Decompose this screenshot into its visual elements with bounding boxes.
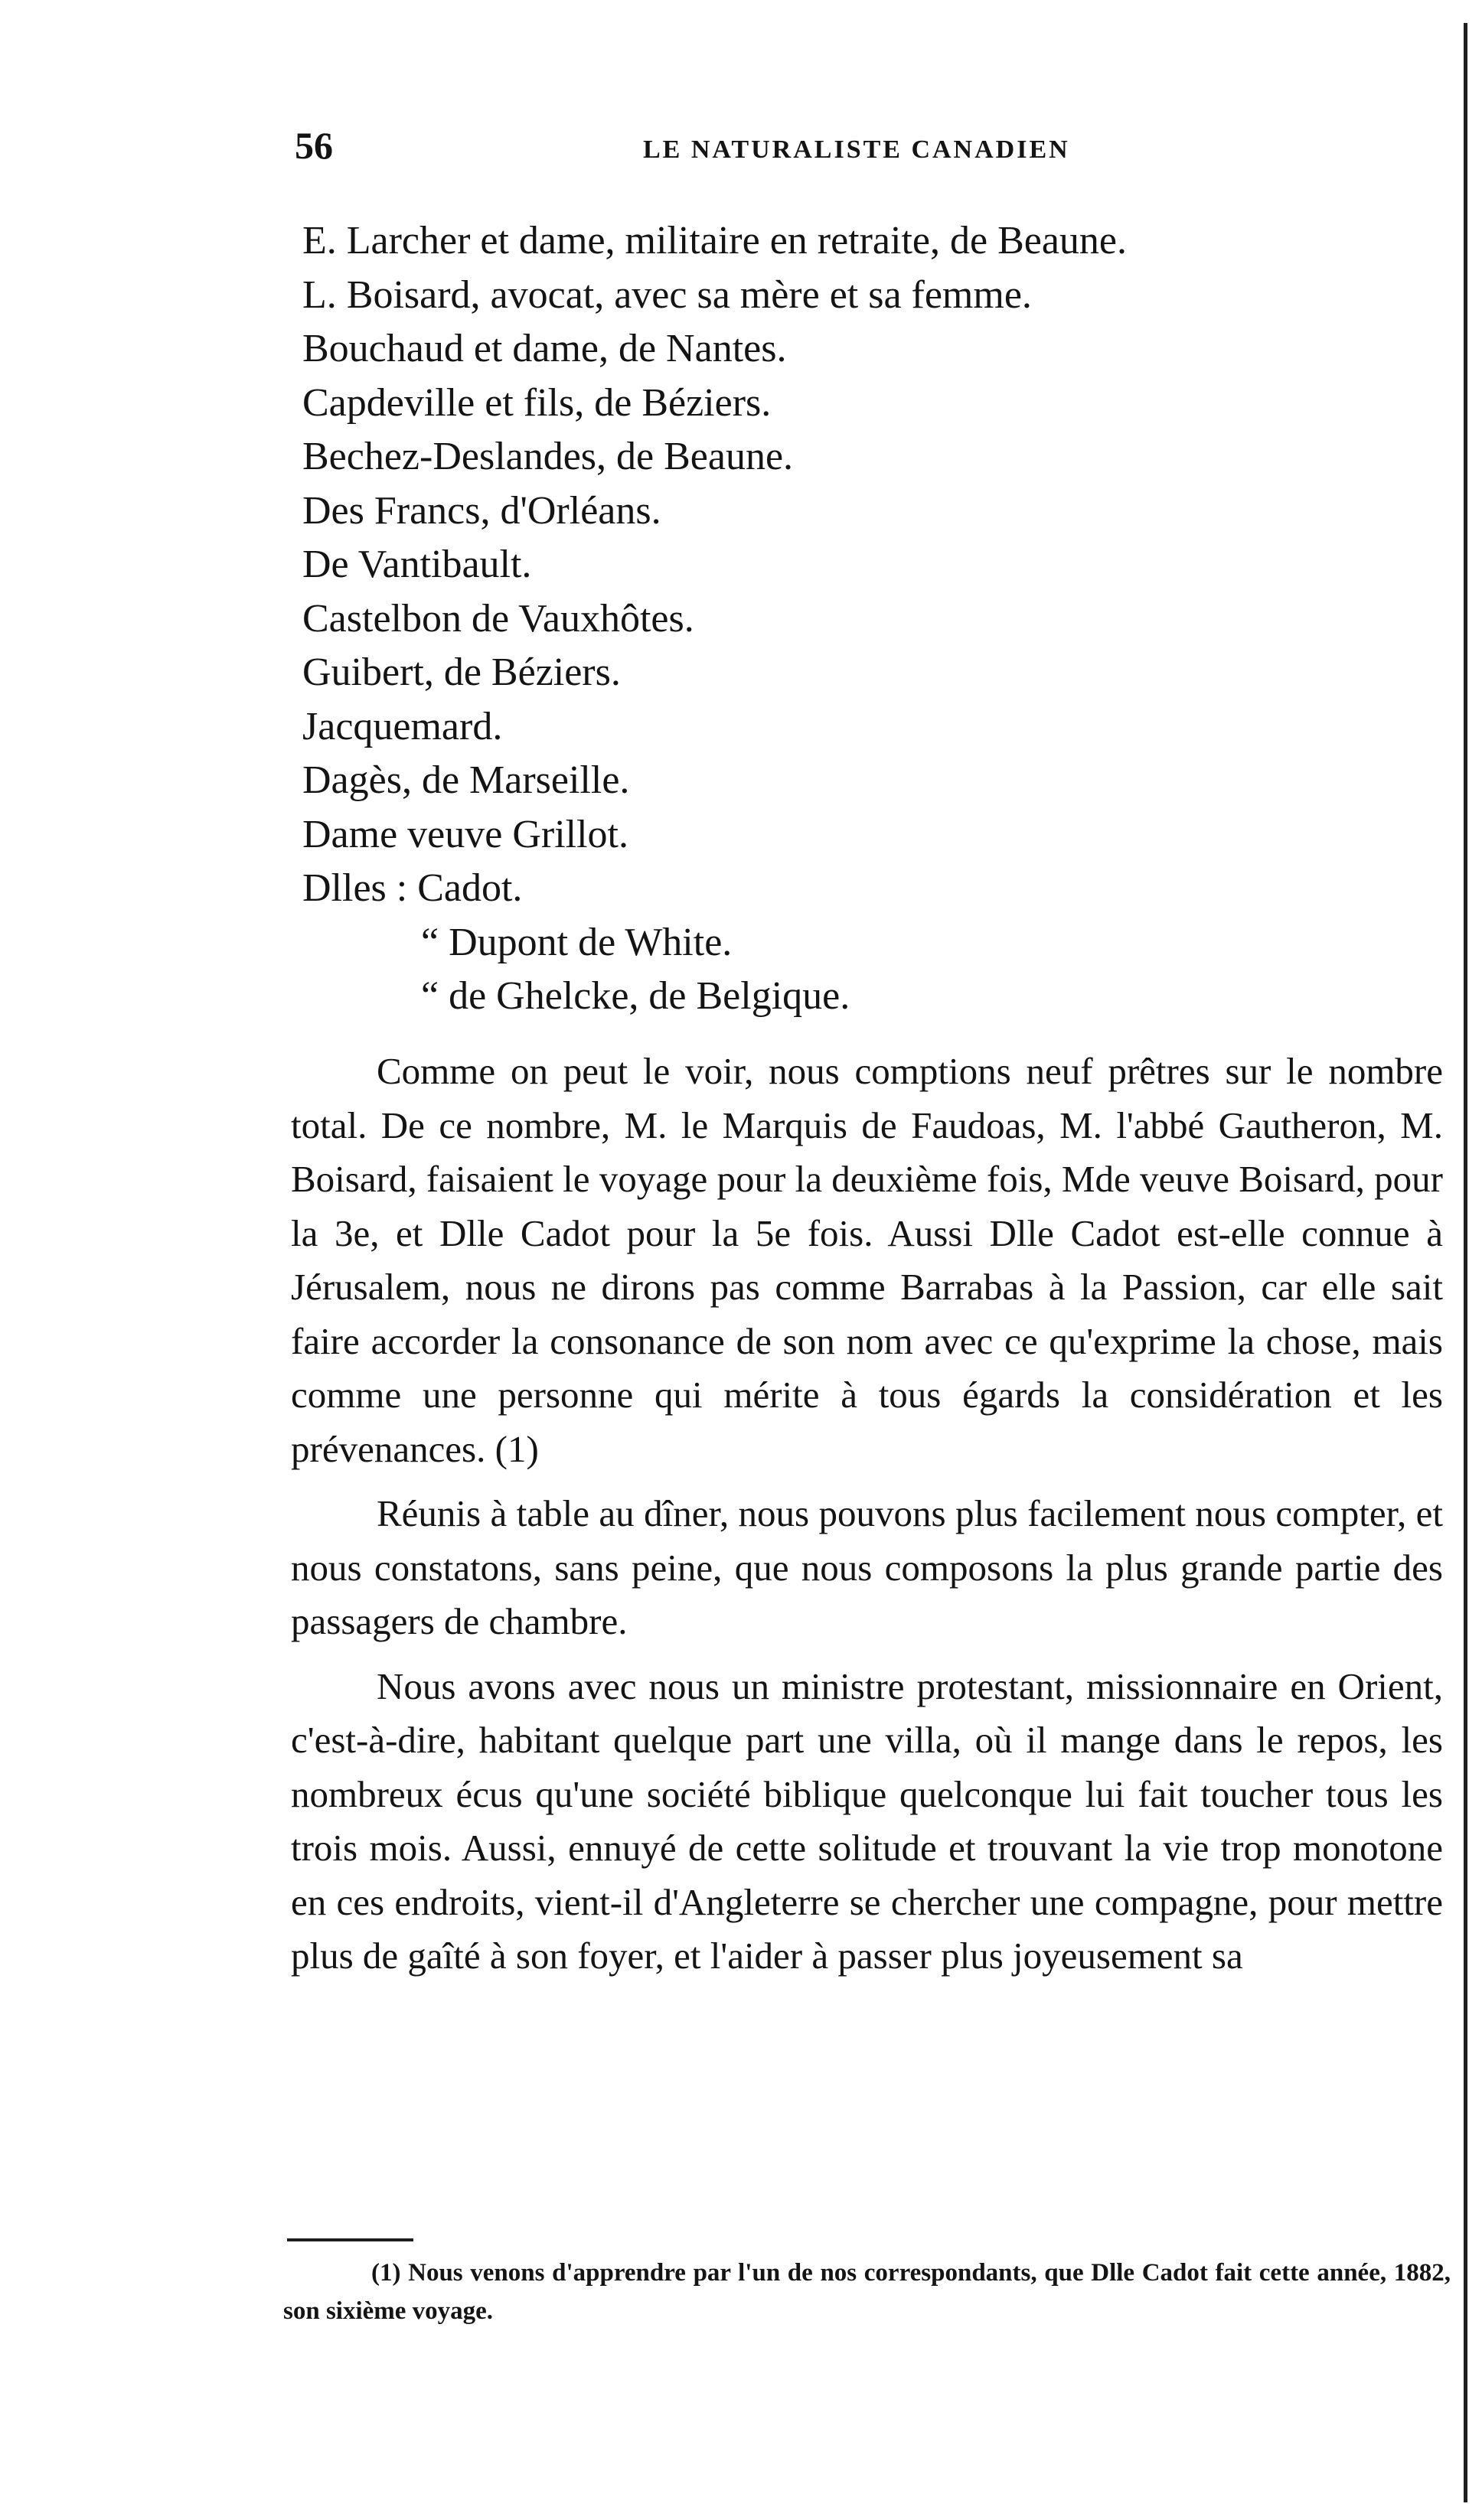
passenger-entry: Des Francs, d'Orléans. [302, 488, 661, 533]
passenger-entry: Capdeville et fils, de Béziers. [302, 380, 772, 425]
passenger-entry: E. Larcher et dame, militaire en retraite, de Beaune. [302, 219, 1127, 262]
body-text [291, 1045, 1443, 1994]
passenger-entry: Jacquemard. [302, 704, 503, 748]
page-number: 56 [295, 124, 333, 167]
page-header [295, 122, 1451, 176]
passenger-list [302, 214, 1451, 1024]
paragraph: Comme on peut le voir, nous comptions neuf prêtres sur le nombre total. De ce nombre, M. le Marquis de Faudoas, M. l'abbé Gautheron, M. Boisard, faisaient le voyage pour la deuxième fois, Mde veuve Boisard, pour la 3e, et Dlle Cadot pour la 5e fois. Aussi Dlle Cadot est-elle connue à Jérusalem, nous ne dirons pas comme Barrabas à la Passion, car elle sait faire accorder la consonance de son nom avec ce qu'exprime la chose, mais comme une personne qui mérite à tous égards la considération et les prévenances. (1) [291, 1050, 1443, 1470]
passenger-entry: Dagès, de Marseille. [302, 758, 630, 802]
passenger-entry: Bouchaud et dame, de Nantes. [302, 327, 787, 370]
passenger-entry: Guibert, de Béziers. [302, 650, 621, 694]
passenger-sub-entry: “ de Ghelcke, de Belgique. [421, 974, 850, 1018]
footnote: (1) Nous venons d'apprendre par l'un de nos correspondants, que Dlle Cadot fait cette année, 1882, son sixième voyage. [283, 2259, 1451, 2325]
passenger-entry: Castelbon de Vauxhôtes. [302, 596, 694, 641]
passenger-sublist-wrapper [302, 916, 1451, 1024]
passenger-sub-entry: “ Dupont de White. [421, 920, 733, 964]
passenger-entry: Bechez-Deslandes, de Beaune. [302, 435, 794, 478]
passenger-sublist [302, 916, 1451, 1024]
paragraph: Réunis à table au dîner, nous pouvons plus facilement nous compter, et nous constatons, sans peine, que nous composons la plus grande partie des passagers de chambre. [291, 1492, 1443, 1642]
paragraph: Nous avons avec nous un ministre protestant, missionnaire en Orient, c'est-à-dire, habitant quelque part une villa, où il mange dans le repos, les nombreux écus qu'une société biblique quelconque lui fait toucher tous les trois mois. Aussi, ennuyé de cette solitude et trouvant la vie trop monotone en ces endroits, vient-il d'Angleterre se chercher une compagne, pour mettre plus de gaîté à son foyer, et l'aider à passer plus joyeusement sa [291, 1664, 1443, 1977]
footnote-divider [287, 2238, 413, 2241]
running-head: LE NATURALISTE CANADIEN [643, 135, 1070, 164]
passenger-entry: Dlles : Cadot. [302, 866, 523, 910]
passenger-entry: L. Boisard, avocat, avec sa mère et sa femme. [302, 272, 1032, 317]
passenger-entry: Dame veuve Grillot. [302, 812, 628, 856]
page-edge-rule [1464, 23, 1467, 2502]
passenger-entry: De Vantibault. [302, 543, 532, 586]
